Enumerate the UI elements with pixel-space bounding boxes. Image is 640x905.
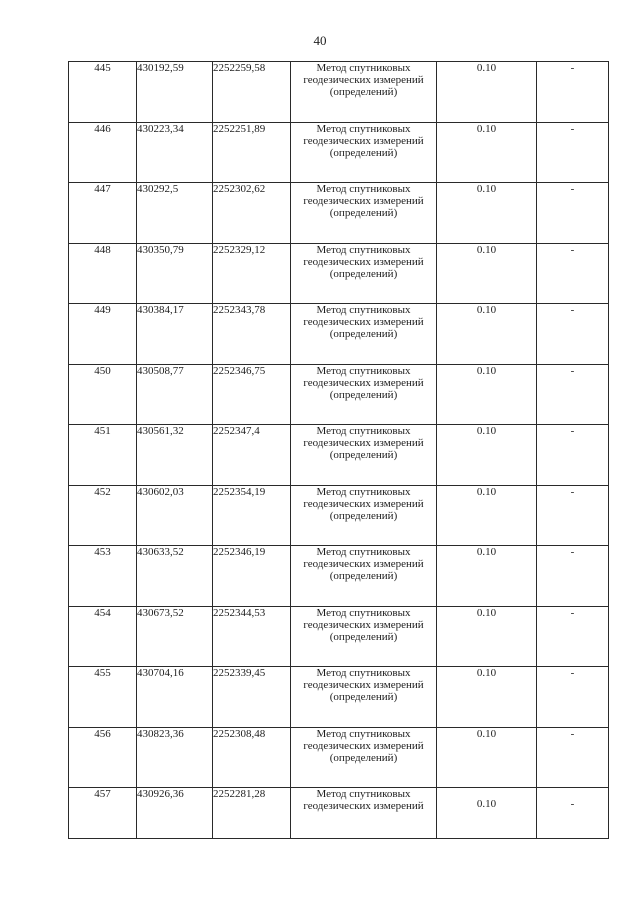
x-coordinate-cell: 430926,36 bbox=[137, 788, 213, 839]
point-number-cell: 446 bbox=[69, 122, 137, 183]
y-coordinate-cell: 2252344,53 bbox=[213, 606, 291, 667]
table-row bbox=[69, 304, 609, 365]
dash-cell: - bbox=[537, 122, 609, 183]
dash-cell: - bbox=[537, 62, 609, 123]
dash-cell: - bbox=[537, 606, 609, 667]
dash-cell: - bbox=[537, 183, 609, 244]
method-line-1: Метод спутниковых bbox=[316, 304, 411, 316]
method-line-1: Метод спутниковых bbox=[316, 606, 411, 619]
method-line-1: Метод спутниковых bbox=[316, 667, 411, 679]
table-row bbox=[69, 425, 609, 486]
method-line-3: (определений) bbox=[329, 691, 398, 703]
method-cell bbox=[291, 62, 437, 123]
table-row bbox=[69, 364, 609, 425]
method-line-2: геодезических измерений bbox=[303, 618, 424, 631]
method-line-3: (определений) bbox=[329, 751, 398, 764]
method-line-2: геодезических измерений bbox=[303, 134, 424, 147]
method-line-1: Метод спутниковых bbox=[316, 122, 411, 135]
dash-cell: - bbox=[537, 485, 609, 546]
table-row bbox=[69, 485, 609, 546]
point-number-cell: 445 bbox=[69, 62, 137, 123]
dash-cell: - bbox=[537, 788, 609, 839]
y-coordinate-cell: 2252346,75 bbox=[213, 364, 291, 425]
accuracy-cell: 0.10 bbox=[437, 546, 537, 607]
point-number-cell: 449 bbox=[69, 304, 137, 365]
y-coordinate-cell: 2252329,12 bbox=[213, 243, 291, 304]
table-row bbox=[69, 667, 609, 728]
accuracy-cell: 0.10 bbox=[437, 122, 537, 183]
accuracy-cell: 0.10 bbox=[437, 183, 537, 244]
x-coordinate-cell: 430508,77 bbox=[137, 364, 213, 425]
x-coordinate-cell: 430602,03 bbox=[137, 485, 213, 546]
x-coordinate-cell: 430633,52 bbox=[137, 546, 213, 607]
table-row bbox=[69, 183, 609, 244]
x-coordinate-cell: 430384,17 bbox=[137, 304, 213, 365]
method-cell bbox=[291, 788, 437, 839]
accuracy-cell: 0.10 bbox=[437, 788, 537, 839]
method-line-2: геодезических измерений bbox=[303, 497, 424, 510]
method-cell bbox=[291, 606, 437, 667]
dash-cell: - bbox=[537, 667, 609, 728]
x-coordinate-cell: 430350,79 bbox=[137, 243, 213, 304]
x-coordinate-cell: 430704,16 bbox=[137, 667, 213, 728]
method-line-3: (определений) bbox=[329, 267, 398, 280]
point-number-cell: 454 bbox=[69, 606, 137, 667]
y-coordinate-cell: 2252251,89 bbox=[213, 122, 291, 183]
method-line-2: геодезических измерений bbox=[303, 255, 424, 268]
table-row bbox=[69, 727, 609, 788]
dash-cell: - bbox=[537, 425, 609, 486]
y-coordinate-cell: 2252354,19 bbox=[213, 485, 291, 546]
accuracy-cell: 0.10 bbox=[437, 243, 537, 304]
method-line-1: Метод спутниковых bbox=[316, 485, 411, 498]
method-cell bbox=[291, 727, 437, 788]
method-line-3: (определений) bbox=[329, 509, 398, 522]
y-coordinate-cell: 2252347,4 bbox=[213, 425, 291, 486]
x-coordinate-cell: 430561,32 bbox=[137, 425, 213, 486]
accuracy-cell: 0.10 bbox=[437, 606, 537, 667]
method-line-3: (определений) bbox=[329, 328, 398, 340]
table-row bbox=[69, 243, 609, 304]
y-coordinate-cell: 2252346,19 bbox=[213, 546, 291, 607]
method-line-2: геодезических измерений bbox=[303, 558, 424, 570]
method-line-3: (определений) bbox=[329, 146, 398, 159]
table-row bbox=[69, 788, 609, 839]
y-coordinate-cell: 2252259,58 bbox=[213, 62, 291, 123]
method-line-1: Метод спутниковых bbox=[316, 364, 411, 377]
method-line-2: геодезических измерений bbox=[303, 800, 424, 812]
point-number-cell: 450 bbox=[69, 364, 137, 425]
method-cell bbox=[291, 122, 437, 183]
method-cell bbox=[291, 364, 437, 425]
y-coordinate-cell: 2252308,48 bbox=[213, 727, 291, 788]
accuracy-cell: 0.10 bbox=[437, 667, 537, 728]
dash-cell: - bbox=[537, 364, 609, 425]
dash-cell: - bbox=[537, 546, 609, 607]
y-coordinate-cell: 2252281,28 bbox=[213, 788, 291, 839]
point-number-cell: 453 bbox=[69, 546, 137, 607]
table-row bbox=[69, 122, 609, 183]
coordinates-table-body bbox=[69, 62, 609, 839]
dash-cell: - bbox=[537, 727, 609, 788]
point-number-cell: 452 bbox=[69, 485, 137, 546]
method-line-2: геодезических измерений bbox=[303, 679, 424, 691]
accuracy-cell: 0.10 bbox=[437, 727, 537, 788]
dash-cell: - bbox=[537, 304, 609, 365]
coordinates-table bbox=[68, 61, 609, 839]
method-line-2: геодезических измерений bbox=[303, 74, 424, 86]
accuracy-cell: 0.10 bbox=[437, 485, 537, 546]
method-line-3: (определений) bbox=[329, 630, 398, 643]
point-number-cell: 456 bbox=[69, 727, 137, 788]
method-line-2: геодезических измерений bbox=[303, 376, 424, 389]
table-row bbox=[69, 606, 609, 667]
method-cell bbox=[291, 667, 437, 728]
method-line-3: (определений) bbox=[329, 86, 398, 98]
accuracy-cell: 0.10 bbox=[437, 62, 537, 123]
point-number-cell: 457 bbox=[69, 788, 137, 839]
point-number-cell: 455 bbox=[69, 667, 137, 728]
method-line-1: Метод спутниковых bbox=[316, 62, 411, 74]
accuracy-cell: 0.10 bbox=[437, 364, 537, 425]
method-cell bbox=[291, 546, 437, 607]
y-coordinate-cell: 2252343,78 bbox=[213, 304, 291, 365]
point-number-cell: 451 bbox=[69, 425, 137, 486]
x-coordinate-cell: 430192,59 bbox=[137, 62, 213, 123]
method-cell bbox=[291, 243, 437, 304]
page-number: 40 bbox=[313, 33, 327, 48]
method-cell bbox=[291, 425, 437, 486]
method-cell bbox=[291, 485, 437, 546]
y-coordinate-cell: 2252339,45 bbox=[213, 667, 291, 728]
x-coordinate-cell: 430823,36 bbox=[137, 727, 213, 788]
point-number-cell: 447 bbox=[69, 183, 137, 244]
method-line-1: Метод спутниковых bbox=[316, 243, 411, 256]
y-coordinate-cell: 2252302,62 bbox=[213, 183, 291, 244]
method-line-1: Метод спутниковых bbox=[316, 546, 411, 558]
accuracy-cell: 0.10 bbox=[437, 425, 537, 486]
dash-cell: - bbox=[537, 243, 609, 304]
method-line-3: (определений) bbox=[329, 449, 398, 461]
method-cell bbox=[291, 183, 437, 244]
table-row bbox=[69, 62, 609, 123]
method-line-3: (определений) bbox=[329, 570, 398, 582]
method-line-2: геодезических измерений bbox=[303, 739, 424, 752]
x-coordinate-cell: 430223,34 bbox=[137, 122, 213, 183]
method-line-2: геодезических измерений bbox=[303, 437, 424, 449]
method-line-3: (определений) bbox=[329, 388, 398, 401]
method-cell bbox=[291, 304, 437, 365]
method-line-3: (определений) bbox=[329, 207, 398, 219]
x-coordinate-cell: 430292,5 bbox=[137, 183, 213, 244]
method-line-1: Метод спутниковых bbox=[316, 788, 411, 800]
accuracy-cell: 0.10 bbox=[437, 304, 537, 365]
table-row bbox=[69, 546, 609, 607]
method-line-1: Метод спутниковых bbox=[316, 183, 411, 195]
x-coordinate-cell: 430673,52 bbox=[137, 606, 213, 667]
method-line-2: геодезических измерений bbox=[303, 316, 424, 328]
method-line-2: геодезических измерений bbox=[303, 195, 424, 207]
method-line-1: Метод спутниковых bbox=[316, 425, 411, 437]
method-line-1: Метод спутниковых bbox=[316, 727, 411, 740]
point-number-cell: 448 bbox=[69, 243, 137, 304]
